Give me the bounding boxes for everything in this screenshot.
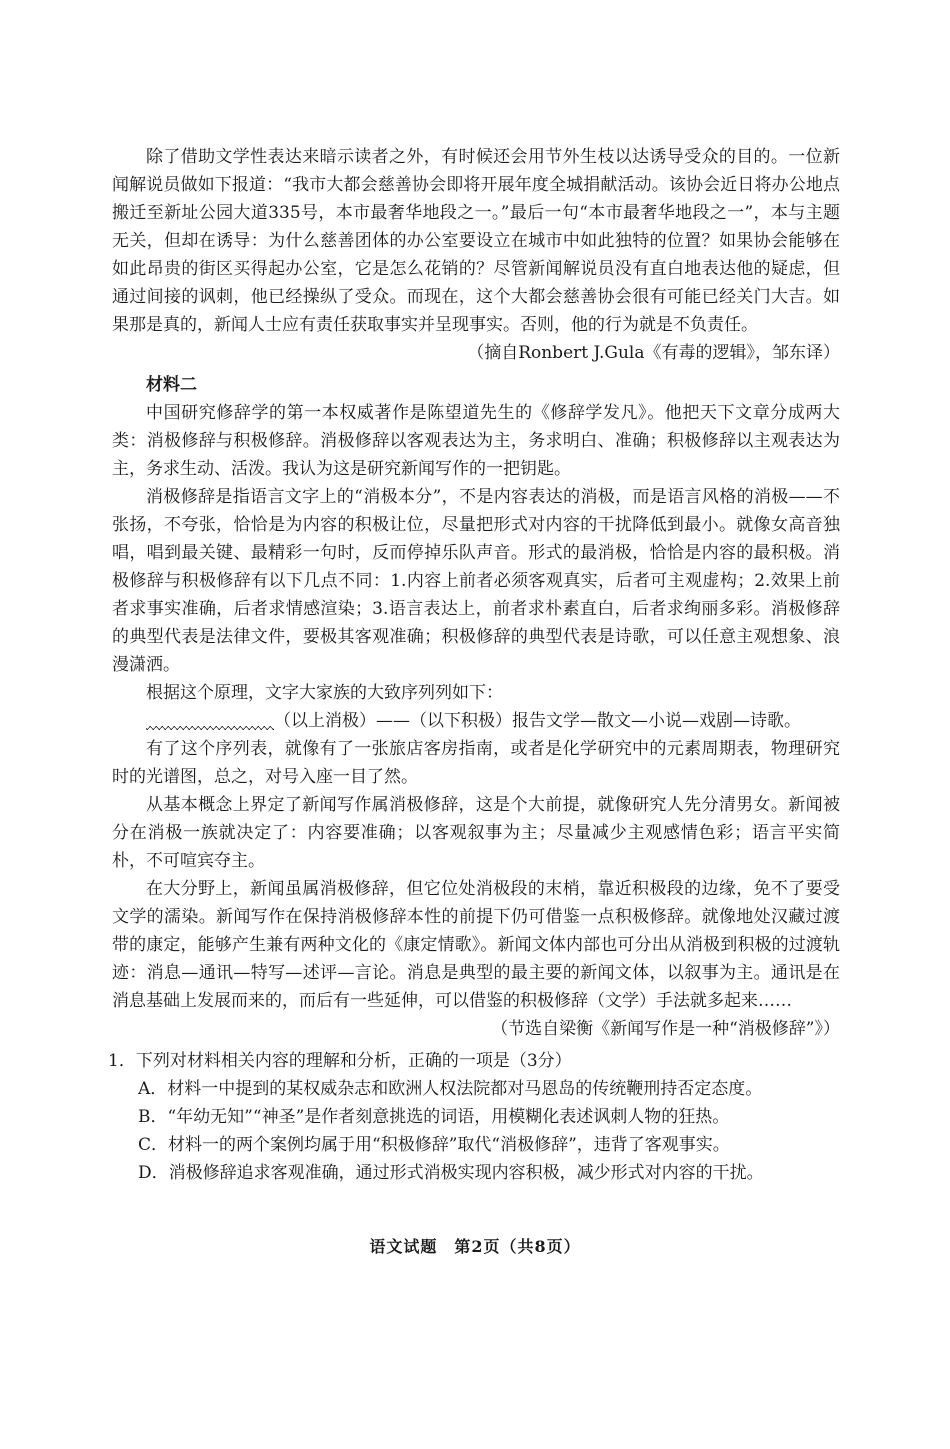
material2-paragraph-7: 在大分野上，新闻虽属消极修辞，但它位处消极段的末梢，靠近积极段的边缘，免不了要受文学的濡染。新闻写作在保持消极修辞本性的前提下仍可借鉴一点积极修辞。就像地处汉藏过渡带的康定，能够产生兼有两种文化的《康定情歌》。新闻文体内部也可分出从消极到积极的过渡轨迹：消息—通讯—特写—述评—言论。消息是典型的最主要的新闻文体，以叙事为主。通讯是在消息基础上发展而来的，而后有一些延伸，可以借鉴的积极修辞（文学）手法就多起来…… [112,879,840,1011]
passage1-paragraph: 除了借助文学性表达来暗示读者之外，有时候还会用节外生枝以达诱导受众的目的。一位新闻解说员做如下报道：“我市大都会慈善协会即将开展年度全城捐献活动。该协会近日将办公地点搬迁至新址公园大道335号，本市最奢华地段之一。”最后一句“本市最奢华地段之一”，本与主题无关，但却在诱导：为什么慈善团体的办公室要设立在城市中如此独特的位置？如果协会能够在如此昂贵的街区买得起办公室，它是怎么花销的？尽管新闻解说员没有直白地表达他的疑虑，但通过间接的讽刺，他已经操纵了受众。而现在，这个大都会慈善协会很有可能已经关门大吉。如果那是真的，新闻人士应有责任获取事实并呈现事实。否则，他的行为就是不负责任。 [112,147,840,335]
material2-paragraph-3: 根据这个原理，文字大家族的大致序列列如下： [146,683,503,703]
question-1-option-a: A．材料一中提到的某权威杂志和欧洲人权法院都对马恩岛的传统鞭刑持否定态度。 [138,1079,763,1099]
passage1-source: （摘自Ronbert J.Gula《有毒的逻辑》，邹东译） [467,343,840,363]
material2-source: （节选自梁衡《新闻写作是一种“消极修辞”》） [491,1019,840,1039]
question-1-stem: 1．下列对材料相关内容的理解和分析，正确的一项是（3分） [108,1051,572,1071]
sequence-text: （以上消极）——（以下积极）报告文学—散文—小说—戏剧—诗歌。 [274,711,801,731]
material2-sequence-line [112,707,840,735]
wavy-blank-underline [146,712,274,730]
material2-paragraph-2: 消极修辞是指语言文字上的“消极本分”，不是内容表达的消极，而是语言风格的消极——不张扬，不夸张，恰恰是为内容的积极让位，尽量把形式对内容的干扰降低到最小。就像女高音独唱，唱到最关键、最精彩一句时，反而停掉乐队声音。形式的最消极，恰恰是内容的最积极。消极修辞与积极修辞有以下几点不同：1.内容上前者必须客观真实，后者可主观虚构；2.效果上前者求事实准确，后者求情感渲染；3.语言表达上，前者求朴素直白，后者求绚丽多彩。消极修辞的典型代表是法律文件，要极其客观准确；积极修辞的典型代表是诗歌，可以任意主观想象、浪漫潇洒。 [112,487,840,675]
material2-heading: 材料二 [146,375,197,395]
material2-paragraph-1: 中国研究修辞学的第一本权威著作是陈望道先生的《修辞学发凡》。他把天下文章分成两大类：消极修辞与积极修辞。消极修辞以客观表达为主，务求明白、准确；积极修辞以主观表达为主，务求生动、活泼。我认为这是研究新闻写作的一把钥匙。 [112,403,840,479]
question-1-option-b: B．“年幼无知”“神圣”是作者刻意挑选的词语，用模糊化表述讽刺人物的狂热。 [138,1107,730,1127]
question-1-option-c: C．材料一的两个案例均属于用“积极修辞”取代“消极修辞”，违背了客观事实。 [138,1135,730,1155]
material2-paragraph-6: 从基本概念上界定了新闻写作属消极修辞，这是个大前提，就像研究人先分清男女。新闻被分在消极一族就决定了：内容要准确；以客观叙事为主；尽量减少主观感情色彩；语言平实简朴，不可喧宾夺主。 [112,795,840,871]
question-1-option-d: D．消极修辞追求客观准确，通过形式消极实现内容积极，减少形式对内容的干扰。 [138,1163,764,1183]
page-footer: 语文试题 第2页（共8页） [369,1237,581,1256]
page-content [108,143,840,1187]
material2-paragraph-5: 有了这个序列表，就像有了一张旅店客房指南，或者是化学研究中的元素周期表，物理研究时的光谱图，总之，对号入座一目了然。 [112,739,840,787]
